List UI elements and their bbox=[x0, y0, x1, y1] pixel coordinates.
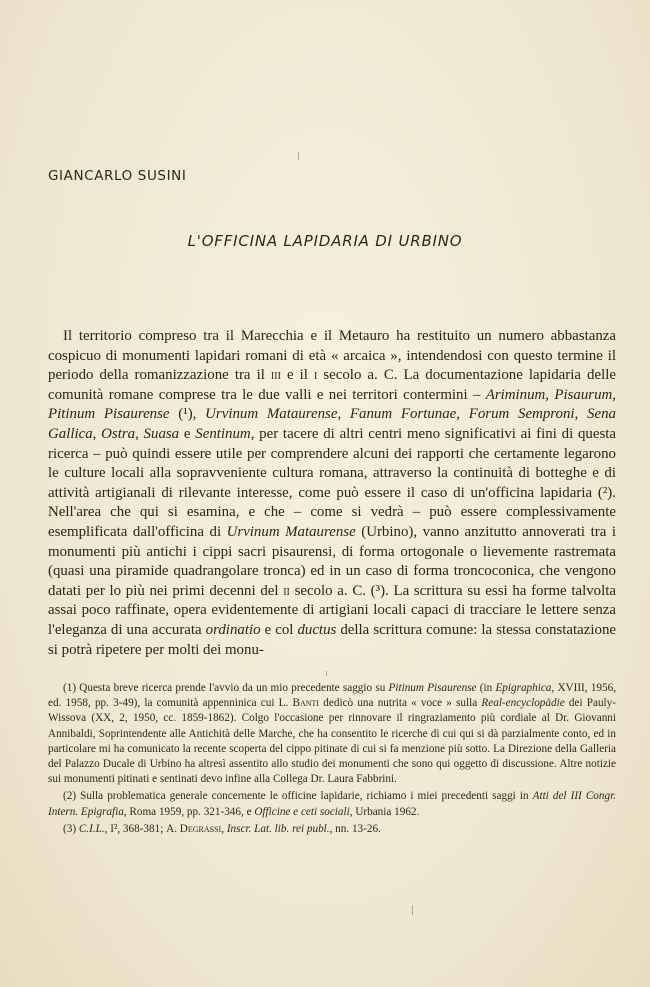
text-run: dei Pauly-Wissova (XX, 2, 1950, cc. 1859-1862). Colgo l'occasione per rinnovare il ringraziamento più cordiale al Dr. Giovanni Annibaldi, Soprintendente alle Antichità delle Marche, che ha consentito le ricerche di cui qui si dà parzialmente conto, ed in particolare mi ha comunicato la recente scoperta del cippo pitinate di cui si fa menzione più sotto. La Direzione della Galleria del Palazzo Ducale di Urbino ha altresì assentito allo studio dei monumenti che sono qui oggetto di discussione. Altre notizie sui monumenti pitinati e sentinati devo infine alla Collega Dr. Laura Fabbrini. bbox=[48, 697, 616, 786]
century-numeral: ii bbox=[283, 582, 290, 599]
margin-mark-notes bbox=[326, 671, 327, 676]
text-run: della scrittura comune: la stessa constatazione si potrà ripetere per molti dei monu- bbox=[48, 621, 616, 658]
text-run: e il bbox=[280, 367, 314, 384]
text-run: Inscr. Lat. lib. rei publ. bbox=[226, 822, 330, 835]
text-run: (Urbino), vanno anzitutto annoverati tra i monumenti più antichi i cippi sacri pisaurensi, di forma ortogonale o lievemente rastremata (quasi una piramide quadrangolare tronca) ed in un caso di forma troncoconica, che vengono datati per lo più nei primi decenni del bbox=[48, 523, 616, 599]
latin-term: ductus bbox=[297, 621, 337, 638]
text-run: , bbox=[221, 822, 227, 835]
text-run: Officine e ceti sociali bbox=[254, 805, 350, 818]
text-run: e col bbox=[260, 621, 298, 638]
footnote-ref: (¹), bbox=[178, 406, 197, 423]
text-run: Pitinum Pisaurense bbox=[388, 682, 477, 694]
place-names: Sentinum bbox=[195, 425, 251, 442]
margin-mark-top bbox=[298, 152, 299, 160]
text-run: Il territorio compreso tra il Marecchia e il Metauro ha restituito un numero abbastanza cospicuo di monumenti lapidari romani di età « arcaica », intendendosi con questo termine il periodo della romanizzazione tra il bbox=[48, 328, 616, 384]
text-run: , per tacere di altri centri meno significativi ai fini di questa ricerca – può quindi essere utile per comprendere alcuni dei rapporti che certamente legarono le culture locali alla sopravveniente cultura romana, attraverso la continuità di botteghe e di attività artigianali di rilevante interesse, come può essere il caso di un'officina lapidaria (²). Nell'area che qui si esamina, e che – come si vedrà – può essere complessivamente esemplificata dall'officina di bbox=[48, 425, 617, 540]
text-run: (1) Questa breve ricerca prende l'avvio da un mio precedente saggio su bbox=[63, 682, 389, 694]
text-run: , Roma 1959, pp. 321-346, e bbox=[123, 805, 255, 818]
text-run: Atti del III Congr. Intern. Epigrafia bbox=[48, 790, 616, 818]
latin-term: ordinatio bbox=[205, 621, 261, 638]
text-run: (in bbox=[476, 682, 496, 694]
place-names: Urvinum Mataurense bbox=[226, 523, 356, 540]
text-run: secolo a. C. La documentazione lapidaria delle comunità romane comprese tra le due valli e nei territori contermini – bbox=[48, 367, 616, 403]
text-run: Real-encyclopädie bbox=[481, 697, 565, 710]
author-name: GIANCARLO SUSINI bbox=[48, 168, 187, 184]
footnote-1 bbox=[48, 681, 616, 787]
text-run: Epigraphica bbox=[495, 682, 552, 694]
text-run: , I², 368-381; bbox=[104, 822, 167, 835]
text-run: (3) bbox=[63, 822, 79, 835]
place-names: Urvinum Mataurense, Fanum Fortunae, Forum Semproni, Sena Gallica, Ostra, Suasa bbox=[48, 406, 616, 442]
text-run: , nn. 13-26. bbox=[329, 822, 381, 835]
place-names: Ariminum, Pisaurum, Pitinum Pisaurense bbox=[48, 386, 616, 423]
footnote-2 bbox=[48, 789, 616, 819]
text-run: A. Degrassi bbox=[166, 822, 222, 835]
footnote-3 bbox=[48, 822, 616, 837]
text-run: e bbox=[179, 425, 196, 442]
main-text bbox=[48, 327, 616, 660]
century-numeral: i bbox=[313, 367, 318, 384]
text-run: C.I.L. bbox=[78, 822, 105, 835]
century-numeral: iii bbox=[270, 367, 281, 384]
text-run: dedicò una nutrita « voce » sulla bbox=[319, 697, 482, 710]
text-run: secolo a. C. (³). La scrittura su essi ha forme talvolta assai poco raffinate, opera evidentemente di artigiani locali capaci di tracciare le lettere senza l'eleganza di una accurata bbox=[48, 582, 616, 638]
text-run: , XVIII, 1956, ed. 1958, pp. 3-49), la comunità appenninica cui bbox=[48, 682, 617, 710]
margin-mark-bottom bbox=[412, 905, 413, 915]
text-run: (2) Sulla problematica generale concernente le officine lapidarie, richiamo i miei precedenti saggi in bbox=[63, 790, 533, 803]
text-run: , Urbania 1962. bbox=[349, 805, 420, 818]
article-title: L'OFFICINA LAPIDARIA DI URBINO bbox=[187, 232, 463, 250]
footnotes bbox=[48, 681, 616, 839]
text-run: L. Banti bbox=[278, 697, 320, 710]
body-paragraph bbox=[48, 327, 616, 660]
